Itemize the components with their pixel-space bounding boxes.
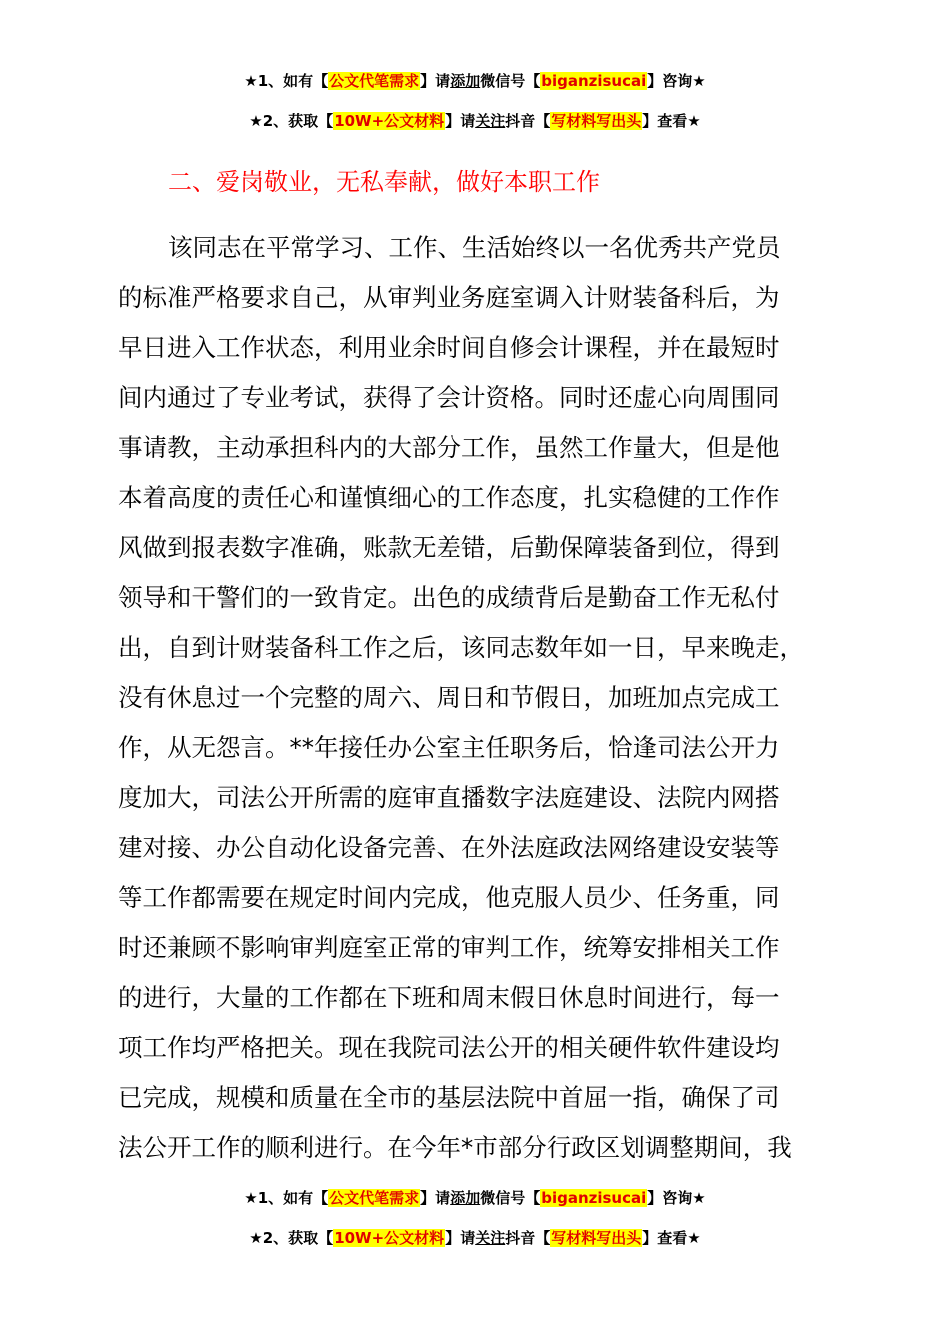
body-line: 作，从无怨言。**年接任办公室主任职务后，恰逢司法公开力 [118,733,780,762]
promo-highlight: 10W+公文材料 [334,1229,445,1247]
body-line: 的标准严格要求自己，从审判业务庭室调入计财装备科后，为 [118,283,780,312]
body-line: 早日进入工作状态，利用业余时间自修会计课程，并在最短时 [118,333,780,362]
body-line: 出，自到计财装备科工作之后，该同志数年如一日，早来晚走， [118,633,804,662]
promo-text: 】查看★ [642,1229,701,1247]
promo-text: 】请 [420,1189,451,1207]
body-line: 已完成，规模和质量在全市的基层法院中首屈一指，确保了司 [118,1083,780,1112]
promo-text: ★1、如有【 [244,1189,329,1207]
promo-highlight: 公文代笔需求 [329,1189,420,1207]
promo-text: 微信号【 [480,72,541,90]
footer-promo-line-2 [0,1227,950,1249]
promo-text: 】请 [445,112,476,130]
body-line: 法公开工作的顺利进行。在今年*市部分行政区划调整期间，我 [118,1133,792,1162]
promo-text: 微信号【 [480,1189,541,1207]
promo-text: ★2、获取【 [249,1229,334,1247]
header-promo-line-2 [0,110,950,132]
promo-underlined: 关注 [475,1229,506,1247]
body-line: 领导和干警们的一致肯定。出色的成绩背后是勤奋工作无私付 [118,583,780,612]
section-heading: 二、爱岗敬业，无私奉献，做好本职工作 [168,168,600,196]
body-line: 建对接、办公自动化设备完善、在外法庭政法网络建设安装等 [118,833,780,862]
body-line: 等工作都需要在规定时间内完成，他克服人员少、任务重，同 [118,883,780,912]
body-line: 该同志在平常学习、工作、生活始终以一名优秀共产党员 [168,233,781,262]
promo-highlight: 写材料写出头 [551,112,642,130]
promo-highlight: 公文代笔需求 [329,72,420,90]
promo-text: 抖音【 [505,1229,551,1247]
promo-highlight: biganzisucai [541,72,647,90]
body-line: 度加大，司法公开所需的庭审直播数字法庭建设、法院内网搭 [118,783,780,812]
promo-underlined: 添加 [450,72,481,90]
body-line: 没有休息过一个完整的周六、周日和节假日，加班加点完成工 [118,683,780,712]
promo-highlight: 10W+公文材料 [334,112,445,130]
promo-text: 】请 [445,1229,476,1247]
promo-text: ★2、获取【 [249,112,334,130]
body-line: 间内通过了专业考试，获得了会计资格。同时还虚心向周围同 [118,383,780,412]
promo-highlight: biganzisucai [541,1189,647,1207]
promo-text: 】咨询★ [647,72,706,90]
body-line: 的进行，大量的工作都在下班和周末假日休息时间进行，每一 [118,983,780,1012]
body-line: 本着高度的责任心和谨慎细心的工作态度，扎实稳健的工作作 [118,483,780,512]
promo-highlight: 写材料写出头 [551,1229,642,1247]
promo-text: 】咨询★ [647,1189,706,1207]
body-line: 时还兼顾不影响审判庭室正常的审判工作，统筹安排相关工作 [118,933,780,962]
promo-underlined: 添加 [450,1189,481,1207]
promo-text: 抖音【 [505,112,551,130]
promo-text: ★1、如有【 [244,72,329,90]
promo-text: 】请 [420,72,451,90]
promo-underlined: 关注 [475,112,506,130]
promo-text: 】查看★ [642,112,701,130]
footer-promo-line-1 [0,1187,950,1209]
body-line: 项工作均严格把关。现在我院司法公开的相关硬件软件建设均 [118,1033,780,1062]
body-line: 事请教，主动承担科内的大部分工作，虽然工作量大，但是他 [118,433,780,462]
body-line: 风做到报表数字准确，账款无差错，后勤保障装备到位，得到 [118,533,780,562]
header-promo-line-1 [0,70,950,92]
